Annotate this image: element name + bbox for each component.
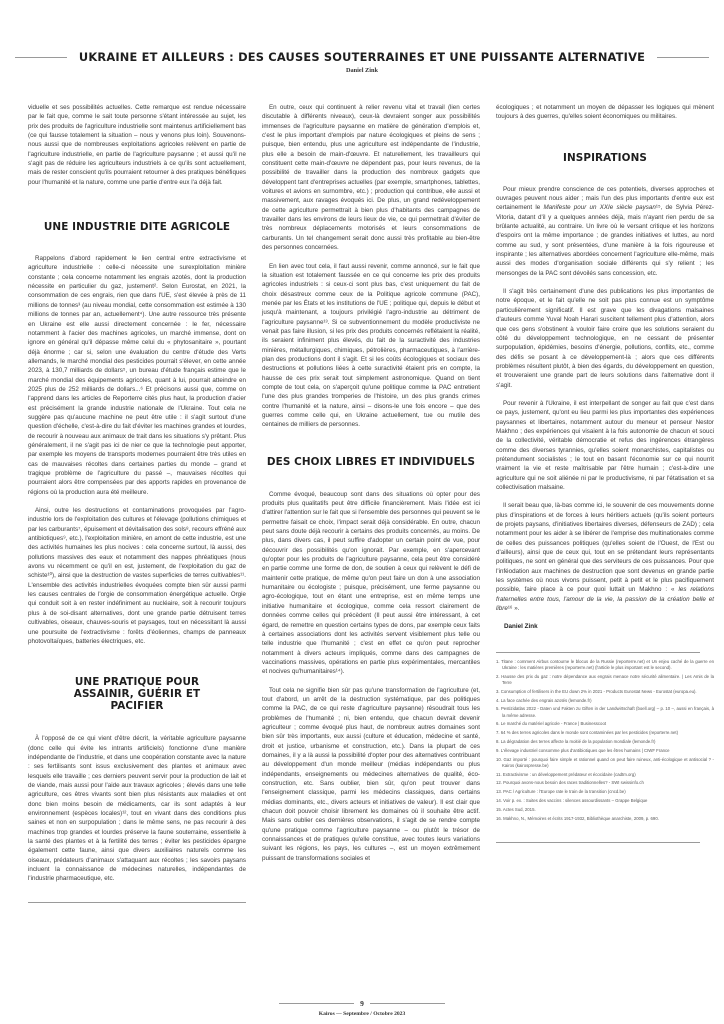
article-header [0, 50, 724, 74]
paragraph-text: Pour mieux prendre conscience de ces potentiels, diverses approches et ouvrages peuvent nous aider ; mais l'un des plus importants d'entre eux est certainement le [496, 185, 714, 212]
page-footer [0, 999, 724, 1017]
paragraph: En lien avec tout cela, il faut aussi revenir, comme annoncé, sur le fait que la situation est totalement faussée en ce qui concerne les prix des produits agricoles industriels : si ceux-ci sont plus bas, c'est uniquement du fait de choix désastreux comme ceux de la Politique agricole commune (PAC), menée par les États et les institutions de l'UE ; politique qui, depuis le début et jusqu'à maintenant, a toujours privilégié l'agro-industrie au détriment de l'agriculture paysanne¹³. Si ce subventionnement du modèle productiviste ne venait pas faire illusion, si les prix des produits concernés reflétaient la réalité, ils seraient infiniment plus élevés, du fait de la suractivité des industries minières, métallurgiques, chimiques, pétrolières, pharmaceutiques, à l'arrière-plan des productions dont il s'agit. Et si les coûts écologiques et sociaux des destructions et pollutions liées à cette suractivité étaient pris en compte, la hausse de ces prix serait tout simplement astronomique. Quand on tient compte de tout cela, on s'aperçoit qu'une politique comme la PAC entretient l'une des plus grandes tromperies de l'histoire, un des plus grands crimes contre l'humanité et la nature, ainsi – disons-le une fois encore – que des guerres comme celle qui, en Ukraine actuellement, tue ou mutile des centaines de milliers de personnes. [262, 262, 480, 429]
footnote-item: 8. La dégradation des terres affecte la moitié de la population mondiale (lemonde.fr) [496, 739, 656, 744]
footnote-item: 5. Pestizidatlas 2022 - Daten und Fakten zu Giften in der Landwirtschaft (boell.org) – p. 10 –, aussi en français, à la même adresse. [496, 706, 714, 718]
footnotes [496, 659, 714, 822]
bottom-rule [28, 902, 246, 903]
section-heading: INSPIRATIONS [563, 151, 647, 164]
column-3 [496, 103, 714, 843]
page-number-row [0, 999, 724, 1008]
footnote-item: 12. Pourquoi avons-nous besoin des races traditionnelles? - SWI swissinfo.ch [496, 780, 644, 786]
section-heading: UNE PRATIQUE POUR ASSAINIR, GUÉRIR ET PACIFIER [73, 676, 201, 713]
quote: les relations fraternelles entre tous, l'amour de la vie, la passion de la création belle et libre [496, 586, 714, 613]
footnote-item: 7. 64 % des terres agricoles dans le monde sont contaminées par les pesticides (reporterre.net) [496, 730, 678, 736]
footnote-item: 3. Consumption of fertilisers in the EU down 2% in 2021 - Products Eurostat News - Eurostat (europa.eu). [496, 688, 697, 694]
paragraph: Il s'agit très certainement d'une des publications les plus importantes de notre époque, et le fait qu'elle ne soit pas plus connue est un symptôme particulièrement significatif. Il est grave que les divagations malsaines d'auteurs comme Yuval Noah Harari suscitent tellement plus d'attention, alors que ces gens s'obstinent à vouloir faire croire que les solutions seraient du côté du développement technologique, en ne cessant de présenter surpopulation, épidémies, besoins d'énergie, pollutions, conflits, etc., comme des défis se posant à ce développement-là ; alors que ces différents problèmes résultent plutôt, à bien des égards, du développement en question, et trouveraient une grande part de leurs solutions dans l'alternative dont il s'agit. [496, 288, 714, 389]
section-heading: DES CHOIX LIBRES ET INDIVIDUELS [266, 455, 476, 468]
title-row [0, 50, 724, 64]
footnote-item: 2. Hausse des prix du gaz : notre dépendance aux engrais menace notre sécurité alimentaire. | Les Amis de la Terre [496, 673, 714, 686]
footnote-item: 14. Voir p. ex. : Suites des vaccins : silences assourdissants – Grappe Belgique [496, 797, 648, 803]
paragraph: Ainsi, outre les destructions et contaminations provoquées par l'agro-industrie lors de l'exploitation des cultures et l'élevage (pollutions chimiques et par les carburants⁷, épuisement et dévitalisation des sols⁸, recours effréné aux antibiotiques⁹, etc.), l'exploitation minière, en amont de cette industrie, est une des activités humaines les plus nocives : cela concerne surtout, là aussi, des pollutions massives des eaux et notamment des nappes phréatiques (nous avons vu récemment ce qu'il en est, justement, de l'exploitation du gaz de schiste¹⁰), ainsi que la destruction de vastes superficies de terres cultivables¹¹. L'ensemble des activités industrielles évoquées compte bien sûr aussi parmi les causes centrales de l'orgie de consommation énergétique actuelle. Orgie qui conduit soit à en rester indéfiniment au nucléaire, soit à recourir toujours plus à de soi-disant alternatives, dont une grande partie détruisent terres cultivables, oiseaux, chauves-souris et paysages, tout en nécessitant là aussi une poursuite de l'extractivisme : forêts d'éoliennes, champs de panneaux photovoltaïques, batteries électriques, etc. [28, 507, 246, 645]
footnote-item: 9. L'élevage industriel consomme plus d'antibiotiques que les êtres humains | CIWF France [496, 747, 670, 753]
paragraph: Pour revenir à l'Ukraine, il est interpellant de songer au fait que c'est dans ce pays, justement, qu'ont eu lieu parmi les plus importantes des expériences paysannes et libertaires, notamment autour du meneur et penseur Nestor Makhno ; des expériences qui visaient à la fois autonomie de chacun et souci de la collectivité, véritable démocratie et refus des ingérences étrangères comme des diverses tyrannies, qu'elles soient monarchistes, capitalistes ou prétendument socialistes ; le tout en basant l'économie sur ce qui nourrit vraiment la vie et reste maîtrisable par l'être humain ; c'est-à-dire une agriculture qui ne soit aliénée ni par le productivisme, ni par l'étatisation et sa collectivisation malsaine. [496, 399, 714, 491]
paragraph-text: Il serait beau que, là-bas comme ici, le souvenir de ces mouvements donne plus d'inspirations et de forces à leurs héritiers actuels (qu'ils soient porteurs de projets paysans, d'initiatives libertaires diverses, défenseurs de ZAD) ; cela notamment pour les aider à se libérer de l'emprise des multinationales comme de celles des puissances politiques (qu'elles soient de l'Ouest, de l'Est ou d'ailleurs), ainsi que de ceux qui, tout en se prétendant leurs représentants politiques, ne sont en général que des serviteurs de ces puissances. Pour que l'inféodation aux machines de destruction que sont devenus en grande partie les systèmes où nous vivons puissent, petit à petit et le plus pacifiquement possible, faire place à ce pour quoi luttait un Makhno : « [496, 502, 714, 594]
column-1 [28, 103, 246, 903]
paragraph-text: ¹⁶ ». [507, 605, 520, 613]
footnote-item: 10. Gaz importé : pourquoi faire simple et rationnel quand on peut faire ruineux, anti-écologique et antisocial ? - Kairos (kairospresse.be) [496, 756, 714, 768]
paragraph: Comme évoqué, beaucoup sont dans des situations où opter pour des produits plus qualitatifs peut être difficile financièrement. Mais l'idée est ici d'attirer l'attention sur le fait que si l'ensemble des personnes qui peuvent se le permettre faisait ce choix, l'impact serait déjà considérable. En outre, chacun peut sans doute déjà recourir à certains des produits concernés, au moins. De plus, dans divers cas, il peut suffire d'adopter un certain point de vue, pour découvrir des possibilités qu'on ignorait. Par exemple, en s'apercevant qu'opter pour les produits de l'agriculture paysanne, cela peut être considéré en partie comme une forme de don, de soutien à ceux qui relèvent le défi de maintenir cette pratique, de même qu'on peut faire un don à une association humanitaire ou écologiste ; puisque, précisément, une ferme paysanne ou agro-écologique, tout en étant une entreprise, est en même temps une initiative humanitaire et écologique, comme cela ressort clairement de données comme celles qui précèdent (Il peut aussi être intéressant, à cet égard, de remettre en question certains types de dons, par exemple ceux faits à certaines associations dont les activités servent visiblement plus telle ou telle industrie que l'humanité ; c'est en effet ce qu'on peut reprocher notamment à divers acteurs impliqués, comme dans des campagnes de vaccinations massives, opérations en partie plus expérimentales, mercantiles et nocives qu'humanitaires¹⁴). [262, 490, 480, 676]
paragraph: En outre, ceux qui continuent à relier revenu vital et travail (lien certes discutable à différents niveaux), ceux-là devraient songer aux possibilités immenses de l'agriculture paysanne en matière de génération d'emplois et, c'est le plus important d'emplois par nature écologiques et pleins de sens ; puisque, bien entendu, plus une agriculture est indépendante de l'industrie, plus elle a besoin de main-d'œuvre. Et naturellement, les travailleurs qui constituent cette main-d'œuvre ne dépendent pas, pour leurs revenus, de la possibilité de travailler dans la production des nombreux gadgets que développent tant d'entreprises actuelles (par exemple, smartphones, tablettes, voitures et avions en surnombre, etc.) ; production qui contribue, elle aussi et massivement, aux ravages évoqués ici. De plus, un grand redéveloppement de cette agriculture permettrait à bien plus d'habitants des campagnes de travailler dans les environs de leurs lieux de vie, ce qui permettrait d'éviter de très nombreux déplacements motorisés et leurs consommations de carburants. Un tel changement serait donc aussi très profitable au bien-être des personnes concernées. [262, 104, 480, 252]
article-title: UKRAINE ET AILLEURS : DES CAUSES SOUTERRAINES ET UNE PUISSANTE ALTERNATIVE [78, 50, 646, 64]
paragraph: Rappelons d'abord rapidement le lien central entre extractivisme et agriculture industrielle : celle-ci nécessite une surexploitation minière constante ; cela concerne notamment les engrais azotés, dont la production nécessite en particulier du gaz, justement². Selon Eurostat, en 2021, la consommation de ces engrais, rien que dans l'UE, s'est élevée à près de 11 millions de tonnes³ (au niveau mondial, cette consommation est estimée à 130 millions de tonnes par an, actuellement⁴). Une autre ressource très présente en Ukraine est elle aussi directement concernée : le fer, nécessaire notamment à l'acier des machines agricoles, un marché immense, dont on ignore en général qu'il dépasse même celui du « phytosanitaire », pourtant déjà énorme ; car si, selon une évaluation du centre d'étude des Verts allemands, le marché mondial des pesticides pourrait s'élever, en cette année 2023, à 130,7 milliards de dollars⁵, un bureau d'étude français estime que le marché mondial des équipements agricoles, quant à lui, pourrait atteindre en 2025 plus de 252 milliards de dollars...⁶ Et précisons aussi que, comme on l'apprend dans les articles de Reporterre cités plus haut, la production d'acier est précisément la grande industrie nationale de l'Ukraine. Tout cela ne suggère pas qu'aucune machine ne peut être utile : il s'agit surtout d'une question d'échelle, c'est-à-dire du fait d'éviter les machines grandes et lourdes, de recourir à nouveau aux animaux de trait dans les situations s'y prêtant. Plus généralement, il ne s'agit pas ici de nier ce que la technologie peut apporter, par exemple les moyens de transports modernes pourraient être très utiles en cas de mauvaises récoltes dans certaines parties du monde – grand et tragique problème de l'agriculture du passé –, mauvaises récoltes qui pourraient alors être compensées par des apports rapides en provenance de régions où la production aura été meilleure. [28, 255, 246, 496]
footnote-list [496, 659, 714, 822]
footnote-item: 13. PAC / Agriculture : l'Europe rate le train de la transition (cncd.be) [496, 789, 626, 795]
paragraph [496, 185, 714, 278]
column-2 [262, 103, 480, 863]
bottom-rule [496, 842, 700, 843]
title-rule-left [15, 57, 67, 58]
footnote-item: 4. La face cachée des engrais azotés (lemonde.fr) [496, 697, 592, 703]
paragraph [496, 501, 714, 613]
section-heading: UNE INDUSTRIE DITE AGRICOLE [43, 221, 231, 234]
author-signature: Daniel Zink [504, 623, 538, 631]
paragraph: À l'opposé de ce qui vient d'être décrit, la véritable agriculture paysanne (donc celle qui évite les intrants artificiels) fonctionne d'une manière indépendante de l'industrie, et dans une coopération constante avec la nature : ses fertilisants sont issus exclusivement des plantes et animaux avec lesquels elle travaille ; ces derniers peuvent servir pour la production de lait et de viande, mais aussi pour l'aide aux travaux agricoles ; élevés dans une telle agriculture, ces êtres vivants sont bien plus résistants aux maladies et ont donc bien moins besoin de médicaments, car ils sont adaptés à leur environnement (espèces locales)¹², tout en vivant dans des conditions plus saines et non en surpopulation ; dans le même sens, ne pas recourir à des machines trop grandes et lourdes préserve la faune souterraine, essentielle à la santé des plantes et à la fertilité des terres ; éviter les pesticides épargne également cette faune, ainsi que divers auxiliaires naturels comme les oiseaux, prédateurs d'animaux s'attaquant aux récoltes ; les savoirs paysans incluent la connaissance de médecines naturelles, indépendantes de l'industrie pharmaceutique, etc. [28, 735, 246, 883]
book-title: Manifeste pour un XXIe siècle paysan [543, 204, 656, 212]
paragraph: écologiques ; et notamment un moyen de dépasser les logiques qui mènent toujours à des guerres, qu'elles soient économiques ou militaires. [496, 104, 714, 121]
footer-rule-right [370, 1003, 445, 1004]
footnote-item: 1. Titane : comment Airbus contourne le blocus de la Russie (reporterre.net) et Un enjeu caché de la guerre en Ukraine : les matières premières (reporterre.net) (l'article le plus important est le second). [496, 658, 714, 671]
footnote-item: 6. Le marché du matériel agricole - France | Businesscoot [496, 721, 607, 727]
footnote-item: 11. Extractivisme : un développement prédateur et écocidaire (cadtm.org) [496, 771, 636, 777]
footer-rule-left [279, 1003, 354, 1004]
paragraph-text: ¹⁵, de Sylvia Pérez-Vitoria, datant d'il y a quelques années déjà, mais n'ayant rien perdu de sa brûlante actualité, au contraire. Un livre où le versant critique et les horizons d'espoirs ont la même importance ; de grandes initiatives et luttes, au nord comme au sud, y sont présentées, d'une manière à la fois rigoureuse et inspirante ; les alternatives abordées concernent l'agriculture elle-même, mais aussi des modes d'organisation sociale différents qui s'y relient ; les mensonges de la PAC sont dévoilés sans concession, etc. [496, 204, 715, 277]
footnote-item: 16. Makhno, N., Mémoires et écrits 1917-1932, Bibliothèque anarchiste, 2009, p. 690. [496, 815, 659, 821]
paragraph: Tout cela ne signifie bien sûr pas qu'une transformation de l'agriculture (et, tout d'abord, un arrêt de la destruction systématique, par des politiques comme la PAC, de ce qui reste d'agriculture paysanne) résoudrait tous les problèmes de l'humanité ; ni, bien entendu, que chacun devrait devenir agriculteur ; comme évoqué plus haut, de nombreux autres domaines sont bien sûr très importants, eux aussi (culture et éducation, médecine et santé, droit et justice, urbanisme et construction, etc.). Dans la plupart de ces domaines, il y a là aussi la possibilité d'opter pour des alternatives contribuant au développement d'un monde meilleur (médias indépendants ou plus indépendants, enseignements ou médecines alternatives de qualité, éco-construction, etc. Sans oublier, bien sûr, qu'on peut trouver dans l'enseignement classique, parmi les médecins classiques, dans certains médias dominants, etc., divers acteurs et initiatives de valeur). Il est clair que chacun doit pouvoir choisir librement les domaines où il souhaite être actif. Mais sans oublier ces dernières observations, il s'agit de se rendre compte qu'une pratique comme l'agriculture paysanne – ou plutôt le trésor de connaissances et de pratiques qu'elle constitue, avec toutes leurs variations suivant les régions, les pays, les cultures –, est un moyen extrêmement puissant de transformations sociales et [262, 686, 480, 862]
title-rule-right [657, 57, 709, 58]
paragraph: viduelle et ses possibilités actuelles. Cette remarque est rendue nécessaire par le fait que, comme le sait toute personne s'étant intéressée au sujet, les prix des produits de l'agriculture industrielle sont maintenus artificiellement bas (ce qui fausse totalement la situation – nous y venons plus loin). Souvenons-nous aussi que de nombreuses exploitations agricoles relèvent en partie de l'agriculture industrielle, en partie de l'agriculture paysanne ; et aussi qu'il ne s'agit pas de réduire les agriculteurs industriels à ce qu'ils sont actuellement, mais de rester conscient qu'ils pourraient retourner à des pratiques bénéfiques pour l'humanité et la nature, comme une partie d'entre eux l'a déjà fait. [28, 104, 246, 186]
footnote-item: 15. Actes Sud, 2015. [496, 806, 536, 812]
page-number: 9 [360, 999, 364, 1008]
author-byline: Daniel Zink [345, 67, 379, 74]
issue-line: Kairos — Septembre / Octobre 2023 [318, 1011, 406, 1017]
